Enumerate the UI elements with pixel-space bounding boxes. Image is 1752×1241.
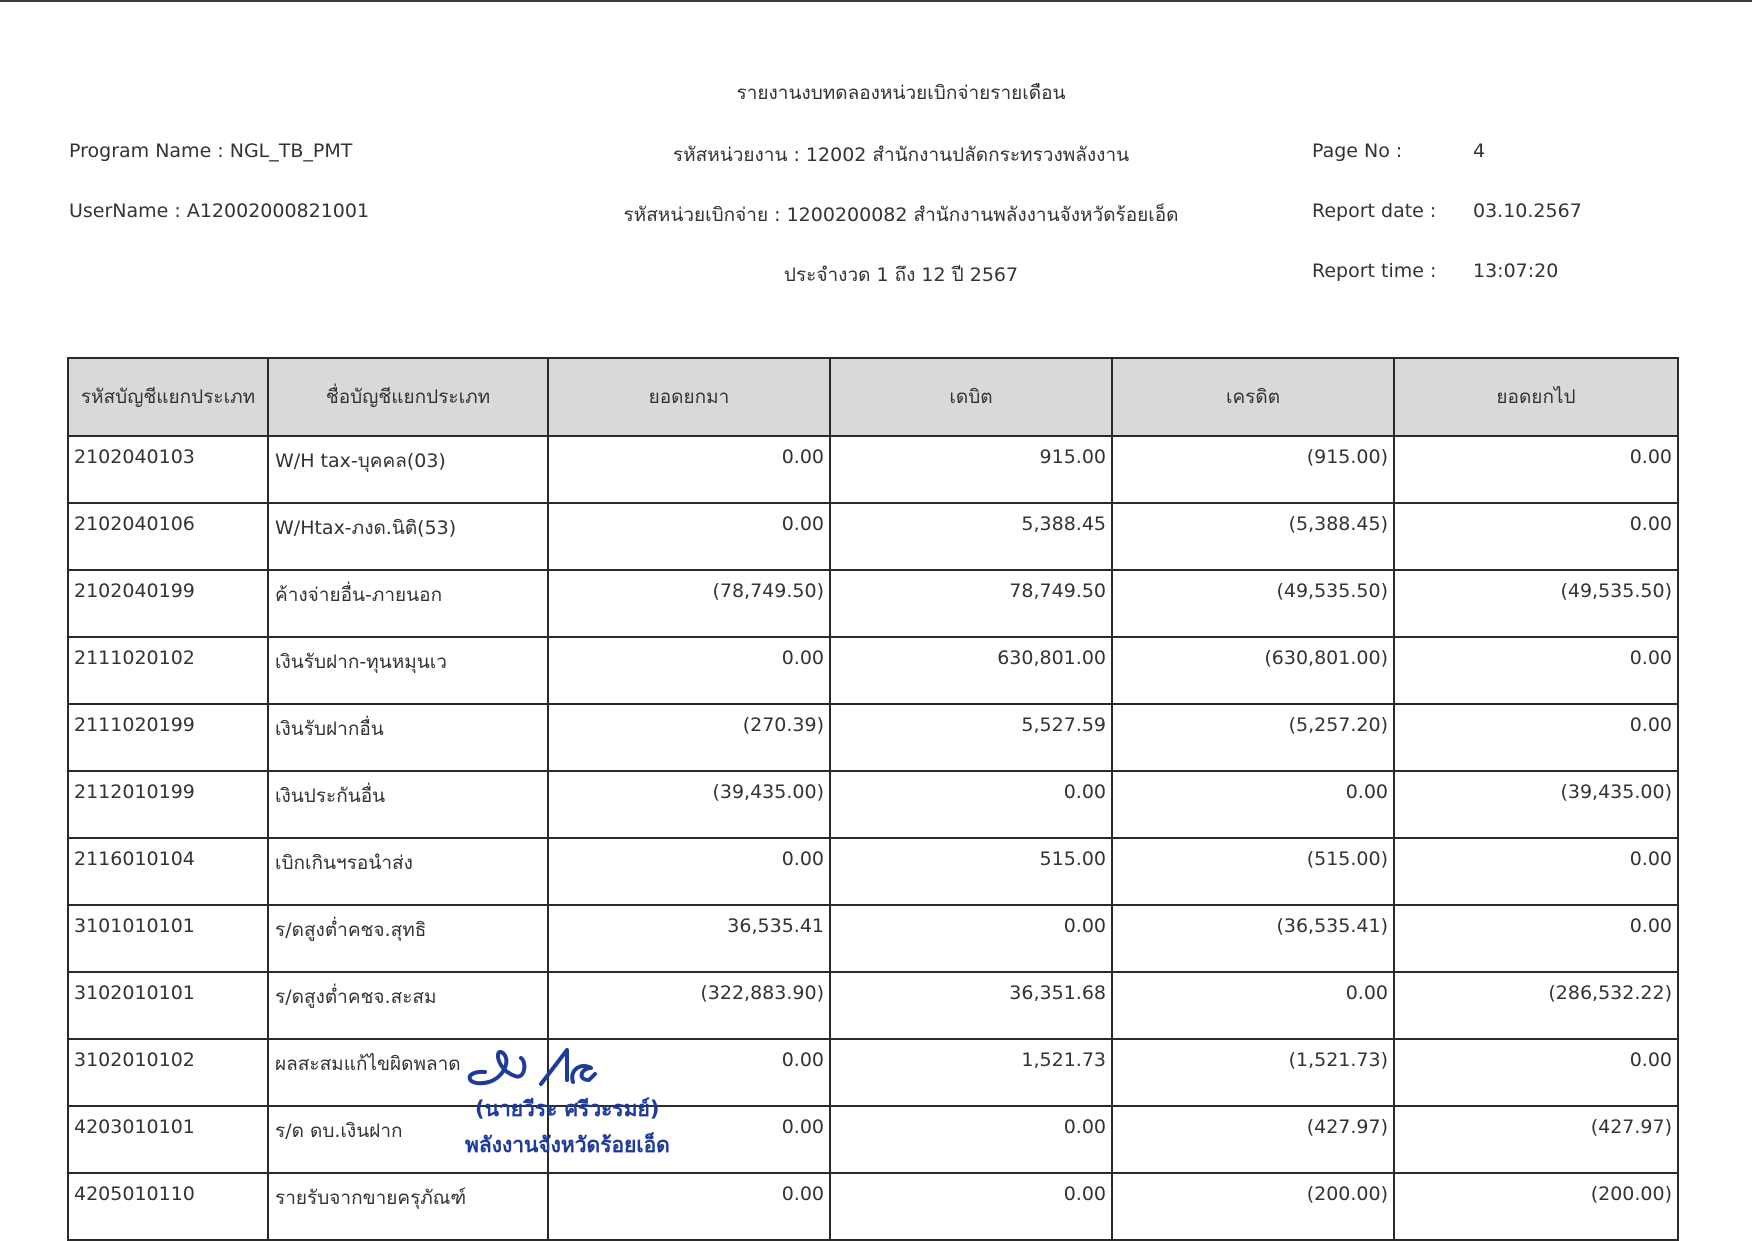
closing-balance-cell: 0.00: [1394, 436, 1678, 503]
credit-cell: (1,521.73): [1112, 1039, 1394, 1106]
report-time-value: 13:07:20: [1473, 260, 1559, 282]
table-header: [68, 358, 1678, 436]
account-name-cell: รายรับจากขายครุภัณฑ์: [268, 1173, 548, 1240]
table-row: [68, 570, 1678, 637]
debit-cell: 0.00: [830, 771, 1112, 838]
debit-cell: 1,521.73: [830, 1039, 1112, 1106]
closing-balance-cell: (286,532.22): [1394, 972, 1678, 1039]
opening-balance-cell: 0.00: [548, 637, 830, 704]
account-code-cell: 4203010101: [68, 1106, 268, 1173]
closing-balance-cell: (49,535.50): [1394, 570, 1678, 637]
table-row: [68, 1173, 1678, 1240]
account-name-cell: W/Htax-ภงด.นิติ(53): [268, 503, 548, 570]
closing-balance-cell: 0.00: [1394, 905, 1678, 972]
opening-balance-cell: (270.39): [548, 704, 830, 771]
credit-cell: (5,257.20): [1112, 704, 1394, 771]
credit-cell: (427.97): [1112, 1106, 1394, 1173]
credit-cell: (630,801.00): [1112, 637, 1394, 704]
opening-balance-cell: 36,535.41: [548, 905, 830, 972]
report-title: รายงานงบทดลองหน่วยเบิกจ่ายรายเดือน: [736, 82, 1066, 104]
col-header-account-code: รหัสบัญชีแยกประเภท: [68, 358, 268, 436]
opening-balance-cell: 0.00: [548, 436, 830, 503]
closing-balance-cell: 0.00: [1394, 503, 1678, 570]
program-name: Program Name : NGL_TB_PMT: [69, 140, 353, 162]
signature-name: (นายวีระ ศรีวะรมย์): [475, 1097, 660, 1121]
debit-cell: 0.00: [830, 905, 1112, 972]
account-code-cell: 2116010104: [68, 838, 268, 905]
closing-balance-cell: (200.00): [1394, 1173, 1678, 1240]
page-no-label: Page No :: [1312, 140, 1403, 162]
credit-cell: (5,388.45): [1112, 503, 1394, 570]
account-name-cell: W/H tax-บุคคล(03): [268, 436, 548, 503]
account-code-cell: 2111020199: [68, 704, 268, 771]
account-name-cell: ผลสะสมแก้ไขผิดพลาด: [268, 1039, 548, 1106]
credit-cell: 0.00: [1112, 972, 1394, 1039]
table-row: [68, 838, 1678, 905]
table-row: [68, 436, 1678, 503]
opening-balance-cell: 0.00: [548, 1106, 830, 1173]
table-row: [68, 704, 1678, 771]
table-row: [68, 771, 1678, 838]
table-header-row: [68, 358, 1678, 436]
account-code-cell: 2102040106: [68, 503, 268, 570]
debit-cell: 5,527.59: [830, 704, 1112, 771]
account-code-cell: 3102010101: [68, 972, 268, 1039]
account-code-cell: 2112010199: [68, 771, 268, 838]
account-name-cell: ร/ด ดบ.เงินฝาก: [268, 1106, 548, 1173]
credit-cell: (915.00): [1112, 436, 1394, 503]
trial-balance-table: [67, 357, 1679, 1241]
account-code-cell: 2102040103: [68, 436, 268, 503]
closing-balance-cell: (427.97): [1394, 1106, 1678, 1173]
opening-balance-cell: 0.00: [548, 1039, 830, 1106]
report-time-label: Report time :: [1312, 260, 1437, 282]
debit-cell: 630,801.00: [830, 637, 1112, 704]
page-no-value: 4: [1473, 140, 1486, 162]
report-period: ประจำงวด 1 ถึง 12 ปี 2567: [783, 264, 1019, 286]
col-header-debit: เดบิต: [830, 358, 1112, 436]
closing-balance-cell: 0.00: [1394, 704, 1678, 771]
debit-cell: 915.00: [830, 436, 1112, 503]
credit-cell: 0.00: [1112, 771, 1394, 838]
agency-code: รหัสหน่วยงาน : 12002 สำนักงานปลัดกระทรวงพลังงาน: [672, 144, 1130, 166]
page-top-edge: [0, 0, 1752, 2]
account-name-cell: เบิกเกินฯรอนำส่ง: [268, 838, 548, 905]
opening-balance-cell: (78,749.50): [548, 570, 830, 637]
table-row: [68, 1106, 1678, 1173]
credit-cell: (200.00): [1112, 1173, 1394, 1240]
closing-balance-cell: 0.00: [1394, 838, 1678, 905]
credit-cell: (49,535.50): [1112, 570, 1394, 637]
col-header-account-name: ชื่อบัญชีแยกประเภท: [268, 358, 548, 436]
debit-cell: 0.00: [830, 1106, 1112, 1173]
account-code-cell: 2111020102: [68, 637, 268, 704]
opening-balance-cell: (322,883.90): [548, 972, 830, 1039]
report-date-value: 03.10.2567: [1473, 200, 1582, 222]
col-header-opening-balance: ยอดยกมา: [548, 358, 830, 436]
closing-balance-cell: 0.00: [1394, 1039, 1678, 1106]
signature-position: พลังงานจังหวัดร้อยเอ็ด: [465, 1133, 670, 1157]
col-header-closing-balance: ยอดยกไป: [1394, 358, 1678, 436]
disbursing-unit-code: รหัสหน่วยเบิกจ่าย : 1200200082 สำนักงานพลังงานจังหวัดร้อยเอ็ด: [623, 204, 1179, 226]
account-name-cell: ร/ดสูงต่ำคชจ.สุทธิ: [268, 905, 548, 972]
signature-stamp: [455, 1040, 695, 1165]
account-code-cell: 4205010110: [68, 1173, 268, 1240]
user-name: UserName : A12002000821001: [69, 200, 370, 222]
opening-balance-cell: 0.00: [548, 503, 830, 570]
table-body: [68, 436, 1678, 1240]
debit-cell: 78,749.50: [830, 570, 1112, 637]
debit-cell: 36,351.68: [830, 972, 1112, 1039]
table-row: [68, 972, 1678, 1039]
account-code-cell: 3102010102: [68, 1039, 268, 1106]
opening-balance-cell: 0.00: [548, 1173, 830, 1240]
account-name-cell: เงินประกันอื่น: [268, 771, 548, 838]
credit-cell: (515.00): [1112, 838, 1394, 905]
opening-balance-cell: 0.00: [548, 838, 830, 905]
report-date-label: Report date :: [1312, 200, 1437, 222]
credit-cell: (36,535.41): [1112, 905, 1394, 972]
closing-balance-cell: (39,435.00): [1394, 771, 1678, 838]
account-name-cell: เงินรับฝากอื่น: [268, 704, 548, 771]
table-row: [68, 637, 1678, 704]
closing-balance-cell: 0.00: [1394, 637, 1678, 704]
debit-cell: 5,388.45: [830, 503, 1112, 570]
account-name-cell: ค้างจ่ายอื่น-ภายนอก: [268, 570, 548, 637]
debit-cell: 515.00: [830, 838, 1112, 905]
col-header-credit: เครดิต: [1112, 358, 1394, 436]
account-code-cell: 3101010101: [68, 905, 268, 972]
signature-scrawl: [470, 1050, 595, 1084]
table-row: [68, 905, 1678, 972]
debit-cell: 0.00: [830, 1173, 1112, 1240]
account-name-cell: เงินรับฝาก-ทุนหมุนเว: [268, 637, 548, 704]
account-name-cell: ร/ดสูงต่ำคชจ.สะสม: [268, 972, 548, 1039]
account-code-cell: 2102040199: [68, 570, 268, 637]
opening-balance-cell: (39,435.00): [548, 771, 830, 838]
table-row: [68, 1039, 1678, 1106]
table-row: [68, 503, 1678, 570]
